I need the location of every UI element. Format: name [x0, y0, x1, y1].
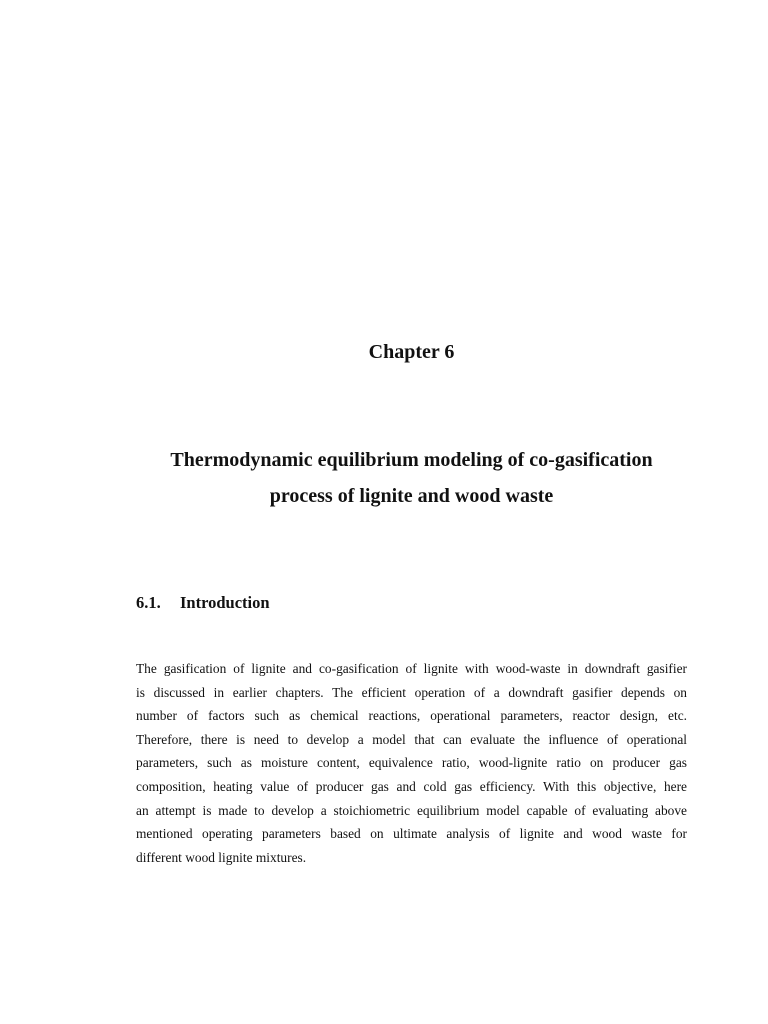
chapter-title-line-2: process of lignite and wood waste — [269, 485, 554, 507]
chapter-label: Chapter 6 — [368, 341, 455, 363]
paragraph-line: mentioned operating parameters based on ultimate analysis of lignite and wood waste for — [136, 826, 687, 842]
paragraph-line: Therefore, there is need to develop a model that can evaluate the influence of operational — [136, 731, 687, 747]
paragraph-line: is discussed in earlier chapters. The efficient operation of a downdraft gasifier depends on — [136, 684, 687, 700]
section-number: 6.1. — [136, 593, 161, 612]
introduction-paragraph — [136, 657, 687, 869]
paragraph-line: different wood lignite mixtures. — [136, 849, 307, 865]
paragraph-line: parameters, such as moisture content, equivalence ratio, wood-lignite ratio on producer gas — [136, 755, 687, 771]
paragraph-line: composition, heating value of producer gas and cold gas efficiency. With this objective, here — [136, 778, 687, 794]
chapter-title-line-1: Thermodynamic equilibrium modeling of co-gasification — [170, 449, 653, 471]
paragraph-line: number of factors such as chemical reactions, operational parameters, reactor design, etc. — [136, 708, 687, 724]
paragraph-line: an attempt is made to develop a stoichiometric equilibrium model capable of evaluating above — [136, 802, 687, 818]
chapter-title — [136, 442, 687, 514]
section-title: Introduction — [180, 593, 270, 612]
paragraph-line: The gasification of lignite and co-gasification of lignite with wood-waste in downdraft gasifier — [136, 661, 687, 676]
section-heading — [136, 591, 687, 615]
